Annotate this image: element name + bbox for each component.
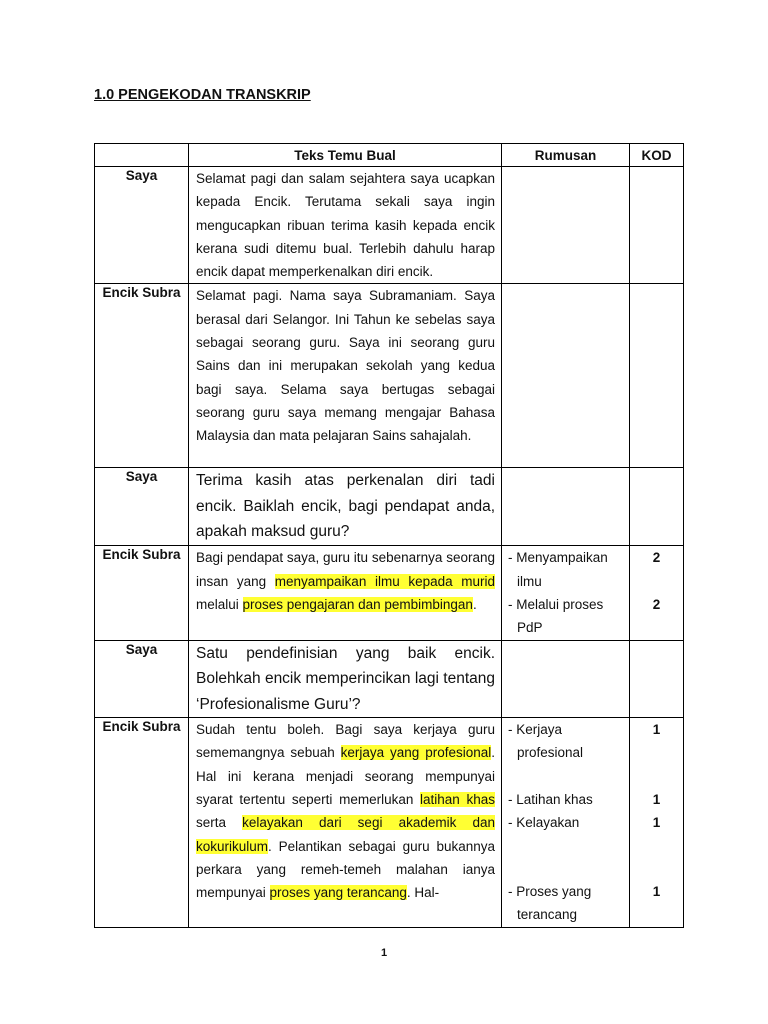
- kod-cell: [630, 468, 684, 546]
- rumusan-cell: [502, 468, 630, 546]
- teks-text: . Hal-: [406, 885, 440, 901]
- table-row: [95, 640, 684, 718]
- table-row: [95, 468, 684, 546]
- teks-cell: Terima kasih atas perkenalan diri tadi encik. Baiklah encik, bagi pendapat anda, apakah maksud guru?: [189, 468, 502, 546]
- header-kod: KOD: [630, 144, 684, 167]
- kod-cell: [630, 167, 684, 284]
- kod-cell: [630, 718, 684, 927]
- teks-cell: Selamat pagi dan salam sejahtera saya ucapkan kepada Encik. Terutama sekali saya ingin mengucapkan ribuan terima kasih kepada encik kerana sudi ditemu bual. Terlebih dahulu harap encik dapat memperkenalkan diri encik.: [189, 167, 502, 284]
- rumusan-cell: [502, 718, 630, 927]
- speaker-cell: Saya: [95, 640, 189, 718]
- kod-value: 1: [652, 883, 661, 899]
- highlighted-phrase: latihan khas: [420, 792, 495, 808]
- table-row: [95, 546, 684, 640]
- kod-cell: [630, 284, 684, 468]
- kod-cell: [630, 546, 684, 640]
- rumusan-item: terancang: [517, 907, 578, 923]
- teks-text: Sudah tentu boleh. Bagi saya kerjaya guru sememangnya sebuah: [196, 722, 495, 761]
- highlighted-phrase: menyampaikan ilmu kepada murid: [274, 573, 495, 589]
- transcript-table: [94, 143, 684, 928]
- rumusan-cell: [502, 284, 630, 468]
- teks-text: melalui: [196, 597, 243, 613]
- teks-cell: Selamat pagi. Nama saya Subramaniam. Saya berasal dari Selangor. Ini Tahun ke sebelas saya sebagai seorang guru. Saya ini seorang guru Sains dan ini merupakan sekolah yang kedua bagi saya. Selama saya bertugas sebagai seorang guru saya memang mengajar Bahasa Malaysia dan mata pelajaran Sains sahajalah.: [189, 284, 502, 468]
- teks-text: . Hal ini kerana menjadi seorang mempunyai syarat tertentu seperti memerlukan: [196, 745, 496, 808]
- speaker-cell: Saya: [95, 468, 189, 546]
- kod-value: 1: [652, 792, 661, 808]
- header-teks: Teks Temu Bual: [189, 144, 502, 167]
- kod-cell: [630, 640, 684, 718]
- table-row: [95, 284, 684, 468]
- rumusan-cell: [502, 640, 630, 718]
- table-row: [95, 167, 684, 284]
- rumusan-item: - Kerjaya: [508, 722, 563, 738]
- rumusan-item: PdP: [517, 620, 543, 636]
- teks-cell: Satu pendefinisian yang baik encik. Bolehkah encik memperincikan lagi tentang ‘Profesionalisme Guru’?: [189, 640, 502, 718]
- rumusan-cell: [502, 546, 630, 640]
- highlighted-phrase: kerjaya yang profesional: [340, 745, 492, 761]
- header-rumusan: Rumusan: [502, 144, 630, 167]
- highlighted-phrase: kelayakan dari segi akademik dan kokurikulum: [196, 815, 495, 854]
- rumusan-cell: [502, 167, 630, 284]
- highlighted-phrase: proses yang terancang: [269, 885, 407, 901]
- header-speaker: [95, 144, 189, 167]
- rumusan-item: - Melalui proses: [508, 597, 604, 613]
- speaker-cell: Encik Subra: [95, 718, 189, 927]
- document-title: 1.0 PENGEKODAN TRANSKRIP: [94, 87, 311, 103]
- rumusan-item: - Proses yang: [508, 883, 592, 899]
- teks-cell: [189, 546, 502, 640]
- speaker-cell: Encik Subra: [95, 284, 189, 468]
- speaker-cell: Encik Subra: [95, 546, 189, 640]
- rumusan-item: - Latihan khas: [508, 792, 593, 808]
- highlighted-phrase: proses pengajaran dan pembimbingan: [242, 597, 473, 613]
- rumusan-item: ilmu: [517, 573, 542, 589]
- kod-value: 2: [652, 550, 661, 566]
- kod-value: 2: [652, 597, 661, 613]
- kod-value: 1: [652, 815, 661, 831]
- table-row: [95, 718, 684, 927]
- speaker-cell: Saya: [95, 167, 189, 284]
- rumusan-item: profesional: [517, 745, 584, 761]
- rumusan-item: - Kelayakan: [508, 815, 580, 831]
- teks-cell: [189, 718, 502, 927]
- kod-value: 1: [652, 722, 661, 738]
- rumusan-item: - Menyampaikan: [508, 550, 608, 566]
- page-number: 1: [380, 947, 388, 959]
- teks-text: . Pelantikan sebagai guru bukannya perkara yang remeh-temeh malahan ianya mempunyai: [196, 838, 495, 901]
- teks-text: .: [472, 597, 477, 613]
- teks-text: serta: [196, 815, 243, 831]
- teks-text: Bagi pendapat saya, guru itu sebenarnya seorang insan yang: [196, 550, 495, 589]
- table-header-row: [95, 144, 684, 167]
